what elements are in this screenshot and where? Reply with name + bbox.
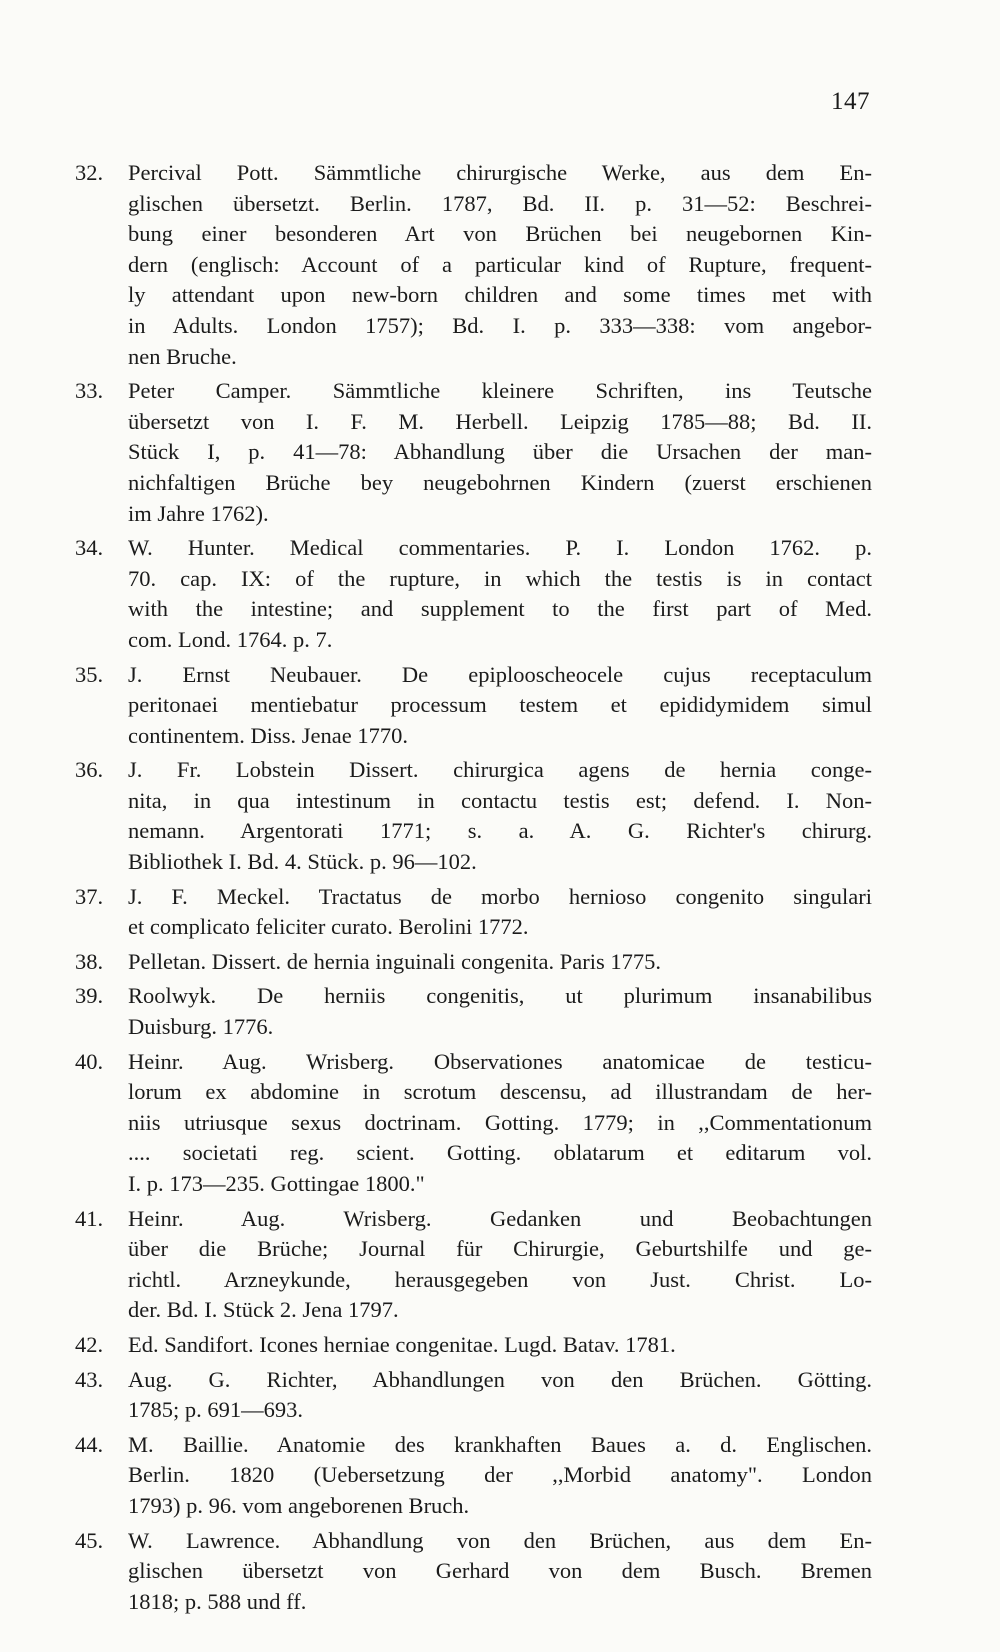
reference-line: W. Hunter. Medical commentaries. P. I. London 1762. p.: [128, 535, 872, 561]
reference-line: W. Lawrence. Abhandlung von den Brüchen, aus dem En-: [128, 1527, 872, 1553]
reference-entry: [75, 1330, 872, 1361]
reference-line: Roolwyk. De herniis congenitis, ut plurimum insanabilibus: [128, 983, 872, 1009]
reference-number: 40.: [75, 1048, 104, 1074]
reference-line: ly attendant upon new-born children and some times met with: [128, 282, 872, 308]
reference-text: [128, 1204, 872, 1326]
reference-line: Percival Pott. Sämmtliche chirurgische Werke, aus dem En-: [128, 160, 872, 185]
reference-line: .... societati reg. scient. Gotting. oblatarum et editarum vol.: [128, 1140, 872, 1166]
reference-line: Aug. G. Richter, Abhandlungen von den Brüchen. Götting.: [128, 1366, 872, 1392]
reference-entry: [75, 1204, 872, 1326]
reference-line: Ed. Sandifort. Icones herniae congenitae. Lugd. Batav. 1781.: [128, 1331, 676, 1357]
reference-text: [128, 660, 872, 752]
reference-line: Heinr. Aug. Wrisberg. Gedanken und Beobachtungen: [128, 1205, 872, 1231]
reference-line: Duisburg. 1776.: [128, 1014, 274, 1040]
reference-line: niis utriusque sexus doctrinam. Gotting. 1779; in ,,Commentationum: [128, 1109, 872, 1135]
reference-line: übersetzt von I. F. M. Herbell. Leipzig 1785—88; Bd. II.: [128, 408, 872, 434]
reference-entry: [75, 158, 872, 372]
reference-line: 1793) p. 96. vom angeborenen Bruch.: [128, 1492, 470, 1518]
page-number: 147: [831, 88, 870, 115]
reference-text: [128, 533, 872, 655]
reference-line: nen Bruche.: [128, 343, 237, 369]
reference-line: der. Bd. I. Stück 2. Jena 1797.: [128, 1297, 399, 1323]
reference-line: M. Baillie. Anatomie des krankhaften Baues a. d. Englischen.: [128, 1431, 872, 1457]
reference-entry: [75, 1430, 872, 1522]
reference-line: bung einer besonderen Art von Brüchen bei neugebornen Kin-: [128, 221, 872, 247]
reference-line: I. p. 173—235. Gottingae 1800.": [128, 1171, 425, 1196]
reference-entry: [75, 533, 872, 655]
reference-line: Berlin. 1820 (Uebersetzung der ,,Morbid anatomy". London: [128, 1462, 872, 1488]
reference-entry: [75, 755, 872, 877]
reference-number: 34.: [75, 535, 104, 561]
reference-entry: [75, 1047, 872, 1200]
reference-line: continentem. Diss. Jenae 1770.: [128, 722, 408, 748]
reference-text: [128, 158, 872, 372]
reference-text: [128, 1330, 872, 1361]
reference-text: [128, 882, 872, 943]
reference-line: com. Lond. 1764. p. 7.: [128, 626, 333, 652]
reference-number: 37.: [75, 883, 104, 909]
reference-entry: [75, 660, 872, 752]
reference-line: et complicato feliciter curato. Berolini 1772.: [128, 914, 529, 940]
reference-text: [128, 1526, 872, 1618]
reference-text: [128, 376, 872, 529]
reference-line: J. Ernst Neubauer. De epiplooscheocele cujus receptaculum: [128, 661, 872, 687]
reference-line: nichfaltigen Brüche bey neugebohrnen Kindern (zuerst erschienen: [128, 469, 872, 495]
reference-line: 70. cap. IX: of the rupture, in which the testis is in contact: [128, 565, 872, 591]
reference-line: dern (englisch: Account of a particular kind of Rupture, frequent-: [128, 251, 872, 277]
reference-line: peritonaei mentiebatur processum testem et epididymidem simul: [128, 692, 872, 718]
reference-number: 45.: [75, 1527, 104, 1553]
reference-text: [128, 947, 872, 978]
reference-entry: [75, 1365, 872, 1426]
reference-line: lorum ex abdomine in scrotum descensu, ad illustrandam de her-: [128, 1079, 872, 1105]
reference-line: glischen übersetzt. Berlin. 1787, Bd. II. p. 31—52: Beschrei-: [128, 190, 872, 216]
reference-number: 42.: [75, 1331, 104, 1357]
reference-line: Stück I, p. 41—78: Abhandlung über die Ursachen der man-: [128, 439, 872, 465]
reference-entry: [75, 981, 872, 1042]
reference-line: Heinr. Aug. Wrisberg. Observationes anatomicae de testicu-: [128, 1048, 872, 1074]
reference-line: Bibliothek I. Bd. 4. Stück. p. 96—102.: [128, 849, 477, 875]
reference-number: 39.: [75, 983, 104, 1009]
reference-line: in Adults. London 1757); Bd. I. p. 333—338: vom angebor-: [128, 312, 872, 338]
reference-number: 36.: [75, 757, 104, 783]
reference-number: 38.: [75, 948, 104, 974]
reference-text: [128, 1430, 872, 1522]
reference-text: [128, 981, 872, 1042]
reference-line: Peter Camper. Sämmtliche kleinere Schriften, ins Teutsche: [128, 378, 872, 404]
reference-number: 35.: [75, 661, 104, 687]
reference-line: nemann. Argentorati 1771; s. a. A. G. Richter's chirurg.: [128, 818, 872, 844]
reference-number: 44.: [75, 1431, 104, 1457]
reference-line: Pelletan. Dissert. de hernia inguinali congenita. Paris 1775.: [128, 948, 662, 974]
reference-line: J. F. Meckel. Tractatus de morbo hernioso congenito singulari: [128, 883, 872, 909]
reference-line: nita, in qua intestinum in contactu testis est; defend. I. Non-: [128, 787, 872, 813]
reference-text: [128, 755, 872, 877]
reference-text: [128, 1365, 872, 1426]
reference-entry: [75, 376, 872, 529]
reference-number: 33.: [75, 378, 104, 404]
reference-text: [128, 1047, 872, 1200]
reference-entry: [75, 1526, 872, 1618]
reference-entry: [75, 882, 872, 943]
reference-line: 1785; p. 691—693.: [128, 1397, 304, 1423]
reference-number: 41.: [75, 1205, 104, 1231]
reference-number: 32.: [75, 160, 104, 185]
reference-line: glischen übersetzt von Gerhard von dem Busch. Bremen: [128, 1558, 872, 1584]
reference-line: richtl. Arzneykunde, herausgegeben von Just. Christ. Lo-: [128, 1266, 872, 1292]
reference-entry: [75, 947, 872, 978]
reference-list: [75, 158, 872, 1621]
reference-line: with the intestine; and supplement to the first part of Med.: [128, 596, 872, 622]
reference-line: im Jahre 1762).: [128, 500, 269, 526]
reference-number: 43.: [75, 1366, 104, 1392]
reference-line: 1818; p. 588 und ff.: [128, 1588, 307, 1614]
reference-line: über die Brüche; Journal für Chirurgie, Geburtshilfe und ge-: [128, 1236, 872, 1262]
reference-line: J. Fr. Lobstein Dissert. chirurgica agens de hernia conge-: [128, 757, 872, 783]
